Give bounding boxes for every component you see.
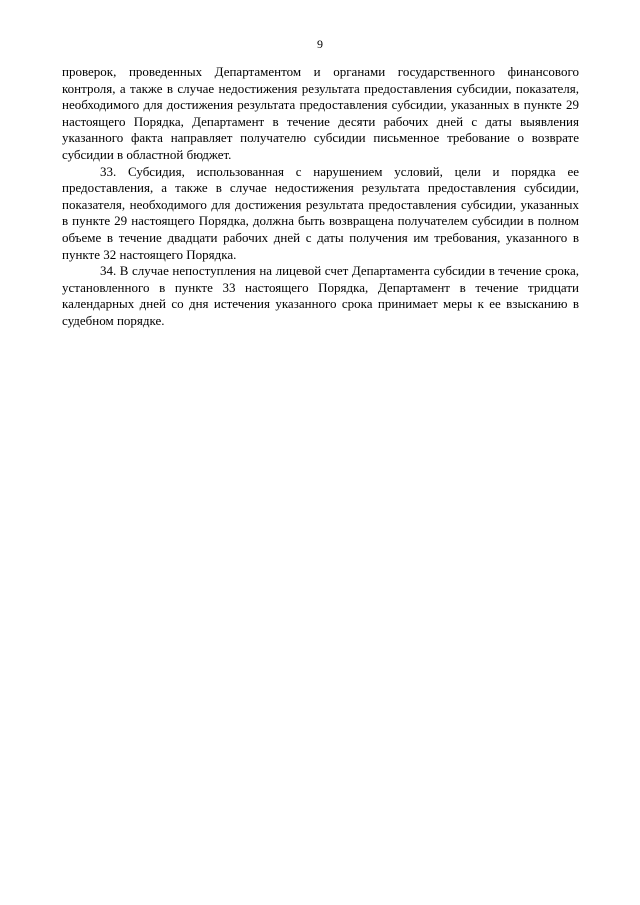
page-number: 9	[317, 37, 323, 51]
paragraph-continuation: проверок, проведенных Департаментом и органами государственного финансового контроля, а также в случае недостижения результата предоставления субсидии, показателя, необходимого для достижения результата предоставления субсидии, указанных в пункте 29 настоящего Порядка, Департамент в течение десяти рабочих дней с даты выявления указанного факта направляет получателю субсидии письменное требование о возврате субсидии в областной бюджет.	[62, 64, 579, 162]
paragraph-33: 33. Субсидия, использованная с нарушением условий, цели и порядка ее предоставления, а также в случае недостижения результата предоставления субсидии, показателя, необходимого для достижения результата предоставления субсидии, указанных в пункте 29 настоящего Порядка, должна быть возвращена получателем субсидии в полном объеме в течение двадцати рабочих дней с даты получения им требования, указанного в пункте 32 настоящего Порядка.	[62, 163, 579, 262]
paragraph-34: 34. В случае непоступления на лицевой счет Департамента субсидии в течение срока, установленного в пункте 33 настоящего Порядка, Департамент в течение тридцати календарных дней со дня истечения указанного срока принимает меры к ее взысканию в судебном порядке.	[62, 263, 579, 328]
document-body	[62, 64, 579, 330]
